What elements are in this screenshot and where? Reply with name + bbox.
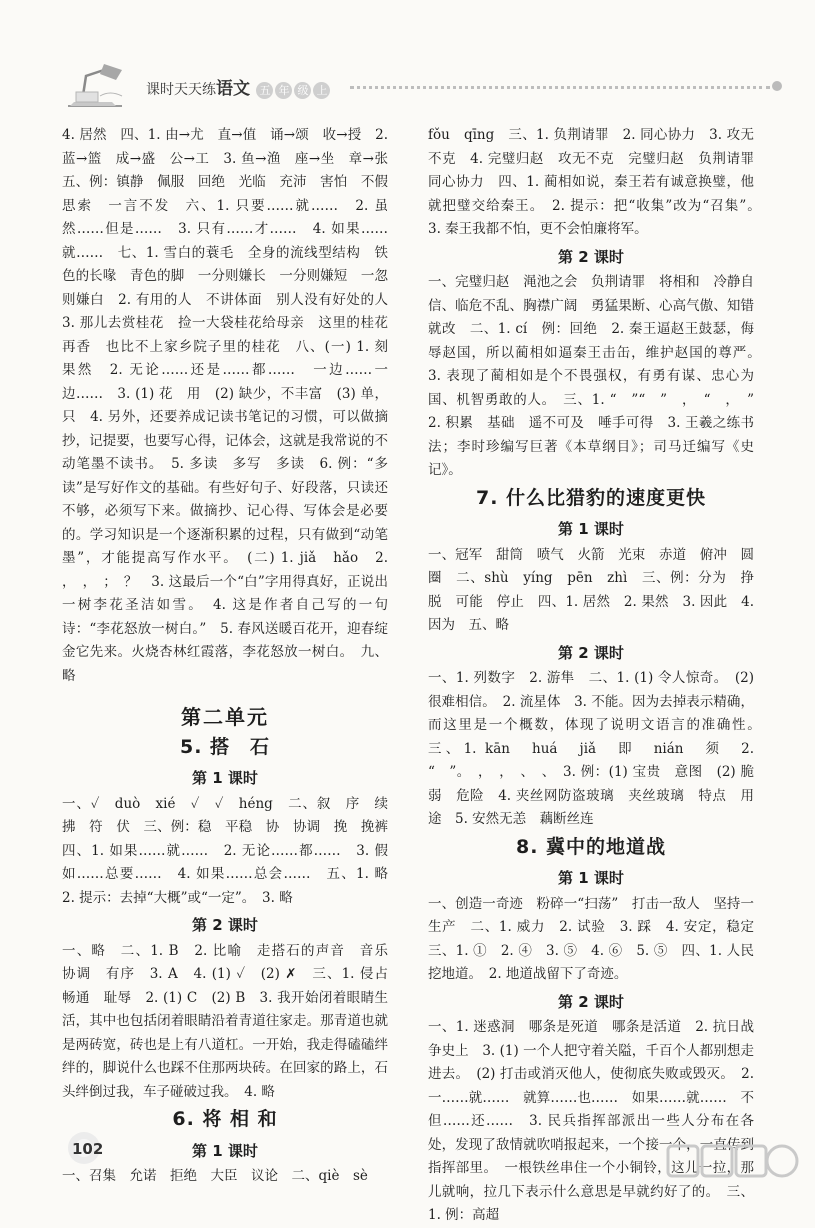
grade-badge: 上 [313,82,330,99]
period-heading: 第 1 课时 [558,869,624,887]
answer-paragraph: 一、完璧归赵 渑池之会 负荆请罪 将相和 冷静自信、临危不乱、胸襟广阔 勇猛果断、心高气傲、知错就改 二、1. cí 例：回绝 2. 秦王逼赵王鼓瑟，侮辱赵国，所以蔺相如逼秦王击缶，维护赵国的尊严。 3. 表现了蔺相如是个不畏强权，有勇有谋、忠心为国、机智勇敢的人。 三、1. “ ”“ ” ， “ ， ” 2. 积累 基础 遥不可及 唾手可得 3. 王羲之练书法；李时珍编写巨著《本草纲目》；司马迁编写《史记》。 [428,274,768,478]
page-header [60,62,800,112]
grade-badge: 级 [294,82,311,99]
series-name: 课时天天练 [146,82,216,98]
lesson-title: 8. 冀中的地道战 [515,835,667,858]
answer-paragraph: 一、1. 列数字 2. 游隼 二、1. (1) 令人惊奇。 (2) 很难相信。 2. 流星体 3. 不能。因为去掉表示精确，而这里是一个概数，体现了说明文语言的准确性。 三、1. kān huá jiǎ 即 nián 须 2. “ ”。 ， ， 、 、 3. 例：(1) 宝贵 意图 (2) 脆弱 危险 4. 夹丝网防盗玻璃 夹丝玻璃 特点 用途 5. 安然无恙 藕断丝连 [428,670,768,827]
answer-paragraph: 一、1. 迷惑洞 哪条是死道 哪条是活道 2. 抗日战争史上 3. (1) 一个人把守着关隘，千百个人都别想走进去。 (2) 打击或消灭他人，使彻底失败或毁灭。 2. 一……就…… 就算……也…… 如果……就…… 不但……还…… 3. 民兵指挥部派出一些人分布在各处，发现了敌情就吹哨报起来，一个接一个，一直传到指挥部里。 一根铁丝串住一个小铜铃，这儿一拉，那儿就响，拉几下表示什么意思是早就约好了的。 三、1. 例：高超 [428,1019,754,1223]
period-heading: 第 1 课时 [558,520,624,538]
desk-lamp-icon [60,62,140,112]
page-number: 102 [72,1140,104,1158]
lesson-title: 5. 搭 石 [179,735,271,758]
lesson-title: 6. 将 相 和 [172,1108,278,1130]
grade-badge: 五 [256,82,273,99]
right-column [428,124,768,1228]
answer-paragraph: 4. 居然 四、1. 由→尤 直→值 诵→颂 收→授 2. 蓝→篮 成→盛 公→工 3. 鱼→渔 座→坐 章→张 五、例：镇静 佩服 回绝 光临 充沛 害怕 不假思索 一言不发 六、1. 只要……就…… 2. 虽然……但是…… 3. 只有……才…… 4. 如果……就…… 七、1. 雪白的蓑毛 全身的流线型结构 铁色的长喙 青色的脚 一分则嫌长 一分则嫌短 一忽则嫌白 2. 有用的人 不讲体面 别人没有好处的人 3. 那儿去赏桂花 捡一大袋桂花给母亲 这里的桂花再香 也比不上家乡院子里的桂花 八、(一) 1. 刻 果然 2. 无论……还是……都…… 一边……一边…… 3. (1) 花 用 (2) 缺少，不丰富 (3) 单，只 4. 另外，还要养成记读书笔记的习惯，可以做摘抄，记提要，也要写心得，记体会，这就是我常说的不动笔墨不读书。 5. 多读 多写 多读 6. 例：“多读”是写好作文的基础。有些好句子、好段落，只读还不够，必须写下来。做摘抄、记心得、写体会是必要的。学习知识是一个逐渐积累的过程，只有做到“动笔墨”，才能提高写作水平。 (二) 1. jiǎ hǎo 2. ， ， ； ？ 3. 这最后一个“白”字用得真好，正说出一树李花圣洁如雪。 4. 这是作者自己写的一句诗：“李花怒放一树白。” 5. 春风送暖百花开，迎春绽金它先来。火烧杏林红霞落，李花怒放一树白。 九、略 [62,127,402,684]
subject-name: 语文 [216,79,250,99]
watermark-logo-icon [664,1140,804,1196]
answer-paragraph: 一、略 二、1. B 2. 比喻 走搭石的声音 音乐 协调 有序 3. A 4. (1) ✓ (2) ✗ 三、1. 侵占 畅通 耻辱 2. (1) C (2) B 3. 我开始闭着眼睛生活，其中也包括闭着眼睛沿着青道往家走。那青道也就是两砖宽，砖也是上有八道杠。一开始，我走得磕磕绊绊的，脚说什么也踩不住那两块砖。在回家的路上，石头绊倒过我，车子碰破过我。 4. 略 [62,942,402,1100]
grade-badges [256,82,330,99]
period-heading: 第 2 课时 [558,643,624,662]
period-heading: 第 2 课时 [558,247,624,266]
answer-paragraph: 一、召集 允诺 拒绝 大臣 议论 二、qiè sè [62,1168,368,1184]
grade-badge: 年 [275,82,292,99]
header-rule-dot [772,81,782,91]
answer-paragraph: 一、✓ duò xié ✓ ✓ héng 二、叙 序 续 拂 符 伏 三、例：稳 平稳 协 协调 挽 挽裤 四、1. 如果……就…… 2. 无论……都…… 3. 假如……总要…… 4. 如果……总会…… 五、1. 略 2. 提示：去掉“大概”或“一定”。 3. 略 [62,795,402,906]
period-heading: 第 2 课时 [192,916,258,934]
header-dotted-rule [350,86,770,89]
answer-paragraph: 一、冠军 甜筒 喷气 火箭 光束 赤道 俯冲 圆圈 二、shù yíng pēn zhì 三、例：分为 挣脱 可能 停止 四、1. 居然 2. 果然 3. 因此 4. 因为 五、略 [428,546,754,633]
lesson-title: 7. 什么比猎豹的速度更快 [475,486,707,509]
unit-title: 第二单元 [181,705,269,729]
period-heading: 第 1 课时 [192,769,258,787]
header-title [146,74,330,99]
period-heading: 第 1 课时 [192,1141,258,1160]
answer-paragraph: 一、创造一奇迹 粉碎一“扫荡” 打击一敌人 坚持一生产 二、1. 威力 2. 试验 3. 踩 4. 安定，稳定 三、1. ① 2. ④ 3. ⑤ 4. ⑥ 5. ⑤ 四、1. 人民挖地道。 2. 地道战留下了奇迹。 [428,895,768,982]
answer-paragraph: fǒu qīng 三、1. 负荆请罪 2. 同心协力 3. 攻无不克 4. 完璧归赵 攻无不克 完璧归赵 负荆请罪 同心协力 四、1. 蔺相如说，秦王若有诚意换璧，他就把璧交给秦王。 2. 提示：把“收集”改为“召集”。 3. 秦王我都不怕，更不会怕廉将军。 [428,127,768,237]
period-heading: 第 2 课时 [558,992,624,1011]
left-column [62,124,402,1189]
